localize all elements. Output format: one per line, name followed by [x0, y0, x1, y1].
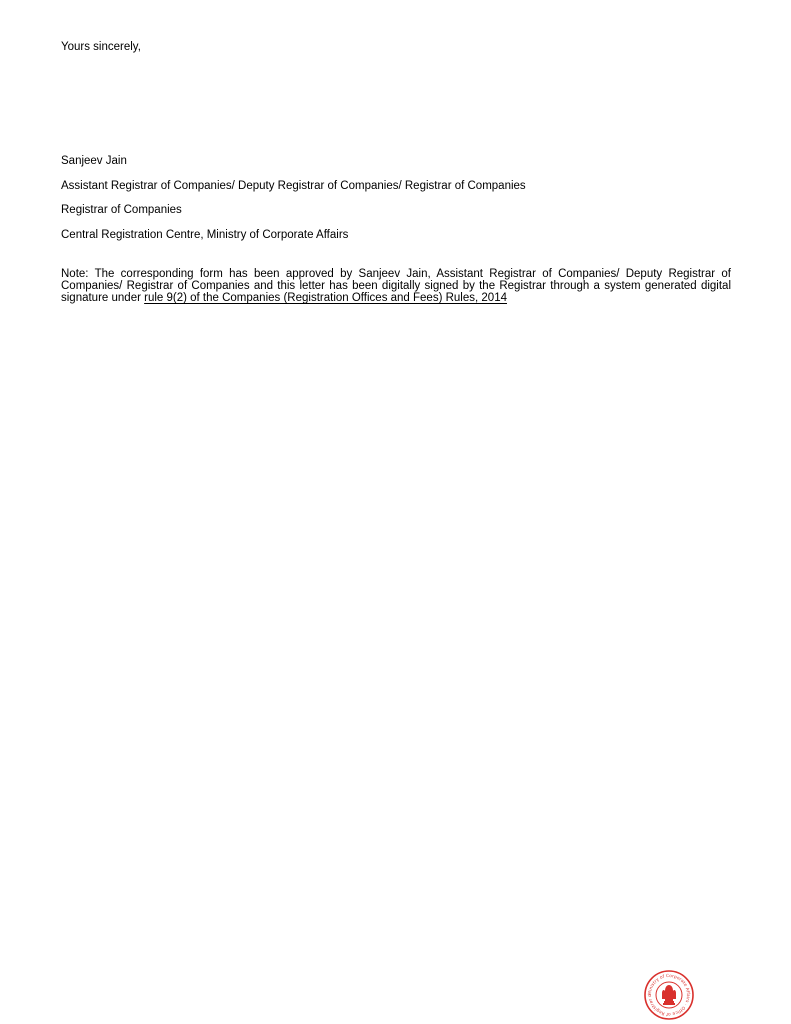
rule-link[interactable]: rule 9(2) of the Companies (Registration Offices and Fees) Rules, 2014 — [144, 292, 507, 305]
signer-name: Sanjeev Jain — [61, 155, 127, 167]
closing-salutation: Yours sincerely, — [61, 41, 141, 53]
signer-office: Registrar of Companies — [61, 204, 182, 216]
registration-centre: Central Registration Centre, Ministry of Corporate Affairs — [61, 229, 349, 241]
signer-designation: Assistant Registrar of Companies/ Deputy Registrar of Companies/ Registrar of Companies — [61, 180, 526, 192]
approval-note-text: Note: The corresponding form has been approved by Sanjeev Jain, Assistant Registrar of Companies/ Deputy Registrar of Companies/ Registrar of Companies and this letter has been digitally signed by the Registrar through a system generated digital signature under — [61, 268, 731, 305]
ministry-seal-icon — [643, 969, 695, 1021]
seal-ring-text: Ministry of Corporate Affairs · Office of Registrar o — [647, 973, 691, 1017]
approval-note — [61, 268, 731, 305]
